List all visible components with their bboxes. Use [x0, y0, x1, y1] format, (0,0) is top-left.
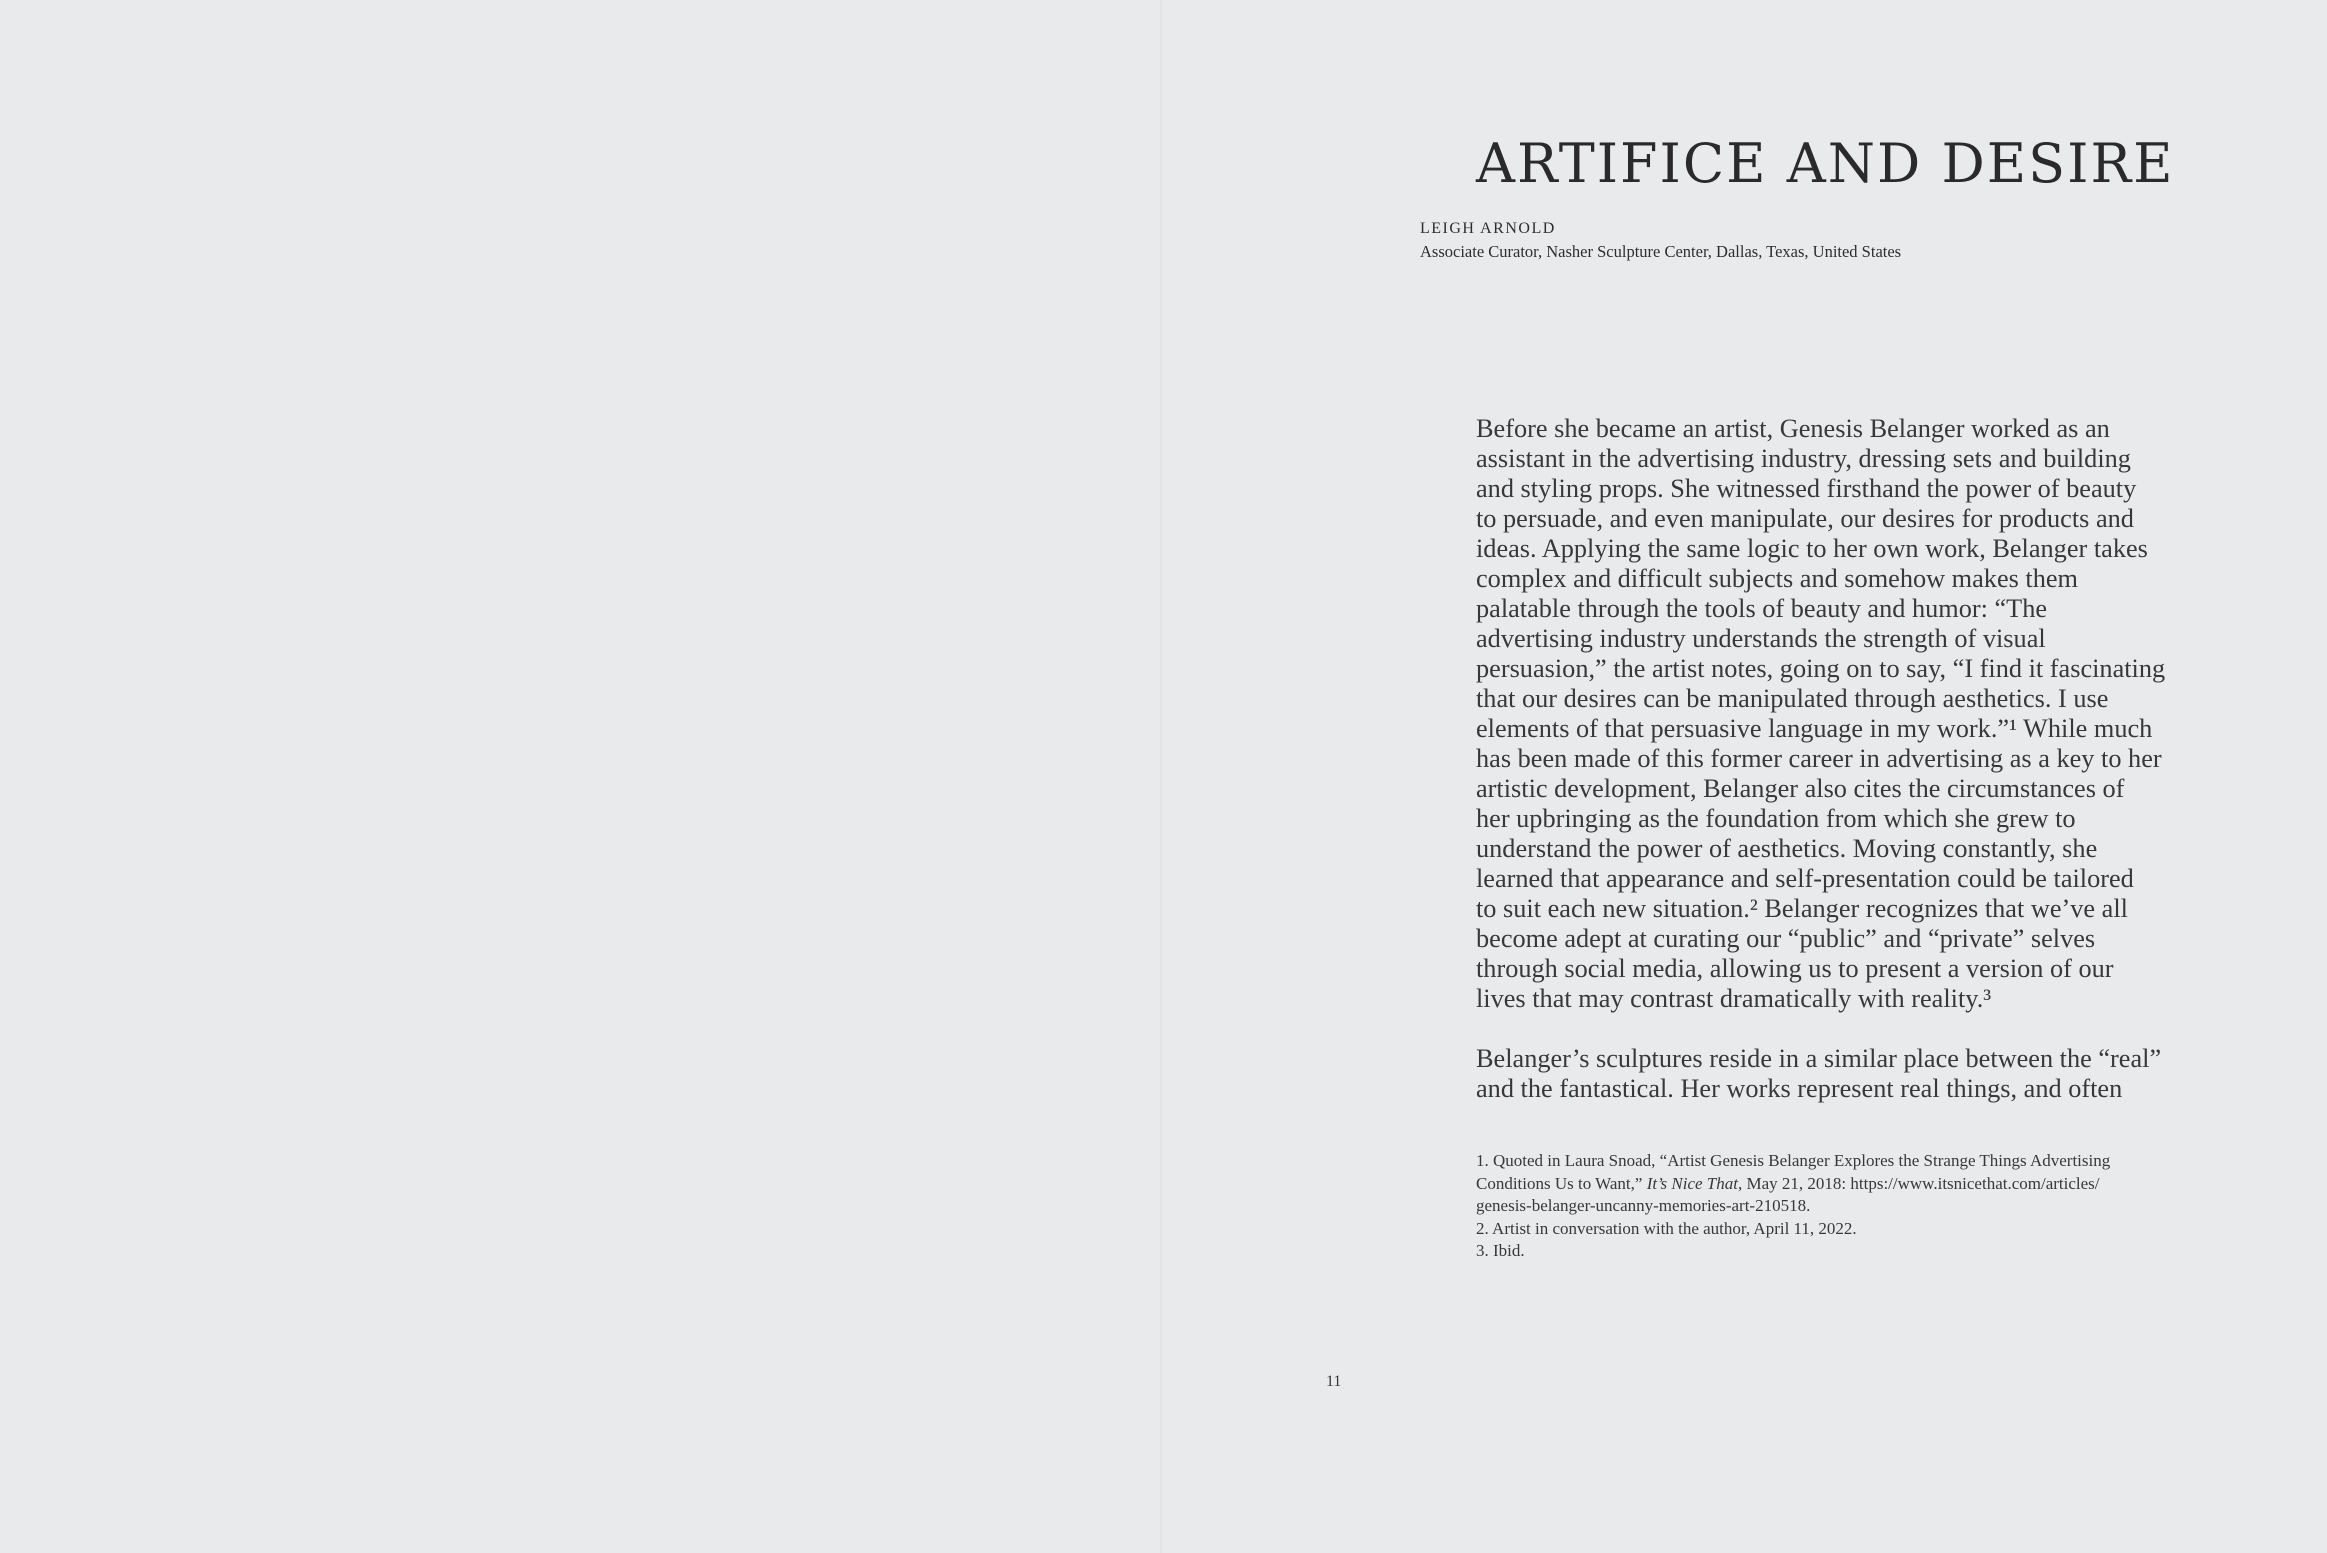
- footnote-1-url-start: , May 21, 2018: https://www.itsnicethat.com/articles/: [1738, 1173, 2100, 1193]
- text-line: has been made of this former career in advertising as a key to her: [1476, 744, 2162, 773]
- article-title: ARTIFICE AND DESIRE: [1476, 132, 2175, 195]
- footnotes: [1476, 1150, 2176, 1263]
- text-line: understand the power of aesthetics. Moving constantly, she: [1476, 834, 2098, 863]
- text-line: to persuade, and even manipulate, our desires for products and: [1476, 504, 2134, 533]
- text-line: that our desires can be manipulated through aesthetics. I use: [1476, 684, 2109, 713]
- page-number: 11: [1326, 1373, 1342, 1390]
- text-line: advertising industry understands the strength of visual: [1476, 624, 2046, 653]
- body-paragraph-2: [1476, 1044, 2166, 1104]
- text-line: palatable through the tools of beauty and humor: “The: [1476, 594, 2048, 623]
- text-line: ideas. Applying the same logic to her own work, Belanger takes: [1476, 534, 2148, 563]
- text-line: to suit each new situation.² Belanger recognizes that we’ve all: [1476, 894, 2128, 923]
- publication-title: It’s Nice That: [1646, 1173, 1738, 1193]
- article-body: [1476, 414, 2166, 1104]
- footnote-1-line-3: genesis-belanger-uncanny-memories-art-210518.: [1476, 1196, 1811, 1215]
- author-name: LEIGH ARNOLD: [1420, 220, 1556, 237]
- footnote-1-line-1: 1. Quoted in Laura Snoad, “Artist Genesis Belanger Explores the Strange Things Advertising: [1476, 1151, 2111, 1170]
- text-line: learned that appearance and self-presentation could be tailored: [1476, 864, 2134, 893]
- footnote-1-line-2: [1476, 1173, 2176, 1196]
- text-line: elements of that persuasive language in my work.”¹ While much: [1476, 714, 2153, 743]
- footnote-3: 3. Ibid.: [1476, 1241, 1525, 1260]
- text-line: become adept at curating our “public” and “private” selves: [1476, 924, 2096, 953]
- text-line: her upbringing as the foundation from which she grew to: [1476, 804, 2076, 833]
- text-line: complex and difficult subjects and somehow makes them: [1476, 564, 2079, 593]
- page-gutter: [1160, 0, 1162, 1553]
- footnote-1-text: Conditions Us to Want,”: [1476, 1173, 1647, 1193]
- text-line: artistic development, Belanger also cites the circumstances of: [1476, 774, 2125, 803]
- author-affiliation: Associate Curator, Nasher Sculpture Center, Dallas, Texas, United States: [1420, 242, 1902, 261]
- text-line: lives that may contrast dramatically with reality.³: [1476, 984, 1992, 1013]
- footnote-2: 2. Artist in conversation with the author, April 11, 2022.: [1476, 1218, 1857, 1238]
- text-line: through social media, allowing us to present a version of our: [1476, 954, 2114, 983]
- text-line: Belanger’s sculptures reside in a similar place between the “real”: [1476, 1044, 2162, 1073]
- text-line: and styling props. She witnessed firsthand the power of beauty: [1476, 474, 2137, 503]
- text-line: persuasion,” the artist notes, going on to say, “I find it fascinating: [1476, 654, 2166, 683]
- text-line: and the fantastical. Her works represent real things, and often: [1476, 1074, 2123, 1103]
- text-line: assistant in the advertising industry, dressing sets and building: [1476, 444, 2131, 473]
- body-paragraph-1: [1476, 414, 2166, 1014]
- text-line: Before she became an artist, Genesis Belanger worked as an: [1476, 414, 2110, 443]
